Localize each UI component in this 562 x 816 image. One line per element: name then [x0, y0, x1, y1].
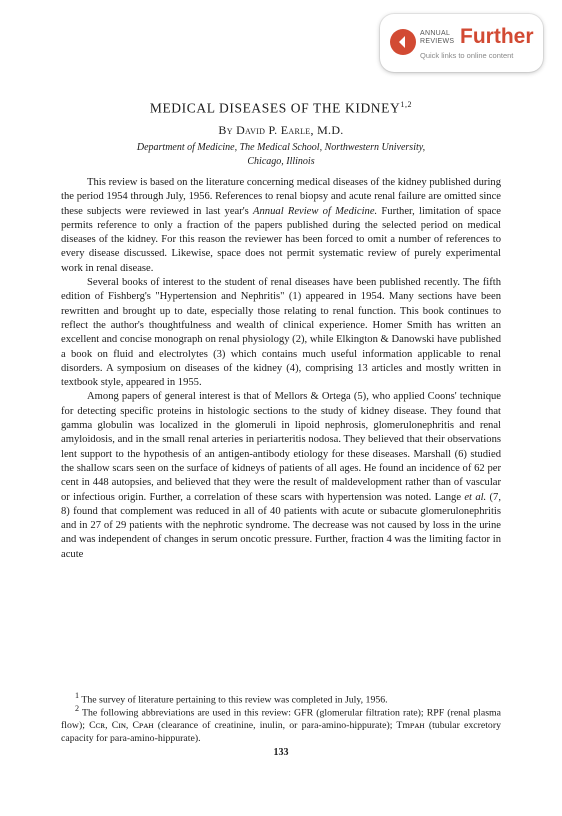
article-author: By David P. Earle, M.D.	[218, 123, 344, 137]
footnote-2: $^2$ The following abbreviations are used in this review: GFR (glomerular filtration rate); RPF (renal plasma flow); Cᴄʀ, Cɪɴ, Cᴘᴀʜ (clearance of creatinine, inulin, or para-amino-hippurate); Tmᴘᴀʜ (tubular excretory capacity for para-amino-hippurate).	[61, 704, 501, 745]
author-location: Chicago, Illinois	[247, 156, 315, 167]
journal-title: Annual Review of Medicine.	[253, 205, 378, 217]
play-arrow-icon	[390, 29, 416, 55]
annual-reviews-further-badge[interactable]	[380, 14, 543, 72]
badge-annual-reviews-label: ANNUAL REVIEWS	[420, 30, 455, 45]
paragraph-3: Among papers of general interest is that of Mellors & Ortega (5), who applied Coons' technique for detecting specific proteins in histologic sections to the study of kidney disease. They found that gamma globulin was localized in the glomeruli in lipoid nephrosis, glomerulonephritis and renal amyloidosis, and in the small renal arteries in periarteritis nodosa. They believed that their observations lent support to the hypothesis of an antigen-antibody etiology for these diseases. Marshall (6) studied the shallow scars seen on the surface of kidneys of patients of all ages. He found an incidence of 62 per cent in 448 autopsies, and believed that they were the result of maldevelopment rather than of vascular or infectious origin. Further, a correlation of these scars with hypertension was noted. Lange et al. (7, 8) found that complement was reduced in all of 40 patients with acute or subacute glomerulonephritis and in 27 of 29 patients with the nephrotic syndrome. The decrease was not caused by loss in the urine and was independent of changes in serum oncotic pressure. Further, fraction 4 was the limiting factor in acute	[61, 391, 502, 560]
title-footnote-marks: 1,2	[400, 100, 413, 109]
paragraph-2: Several books of interest to the student of renal diseases have been published recently. The fifth edition of Fishberg's "Hypertension and Nephritis" (1) appeared in 1954. Many sections have been rewritten and brought up to date, especially those relating to renal function. This book continues to reflect the author's thoughtfulness and wealth of clinical experience. Homer Smith has written an excellent and concise monograph on renal physiology (2), while Elkington & Danowski have published a book on fluid and electrolytes (3) which contains much useful information applicable to renal disorders. A symposium on diseases of the kidney (4), comprising 13 articles and mostly written in textbook style, appeared in 1955.	[61, 277, 501, 389]
article-title: MEDICAL DISEASES OF THE KIDNEY$^{1,2}$	[149, 100, 413, 116]
author-affiliation: Department of Medicine, The Medical School, Northwestern University,	[136, 142, 426, 153]
page-number: 133	[273, 747, 289, 758]
badge-further-label: Further	[460, 25, 534, 48]
article-body	[61, 176, 501, 562]
footnote-1: $^1$ The survey of literature pertaining to this review was completed in July, 1956.	[75, 691, 388, 706]
badge-subtitle: Quick links to online content	[420, 51, 514, 60]
paragraph-1: This review is based on the literature concerning medical diseases of the kidney published during the period 1954 through July, 1956. References to renal biopsy and acute renal failure are omitted since these subjects were reviewed in last year's Annual Review of Medicine. Further, limitation of space permits reference to only a fraction of the papers published during the selected period on medical diseases of the kidney. For this reason the reviewer has been forced to omit a number of references to every disease discussed. Likewise, space does not permit systematic review of purely experimental work in renal disease.	[61, 177, 501, 274]
